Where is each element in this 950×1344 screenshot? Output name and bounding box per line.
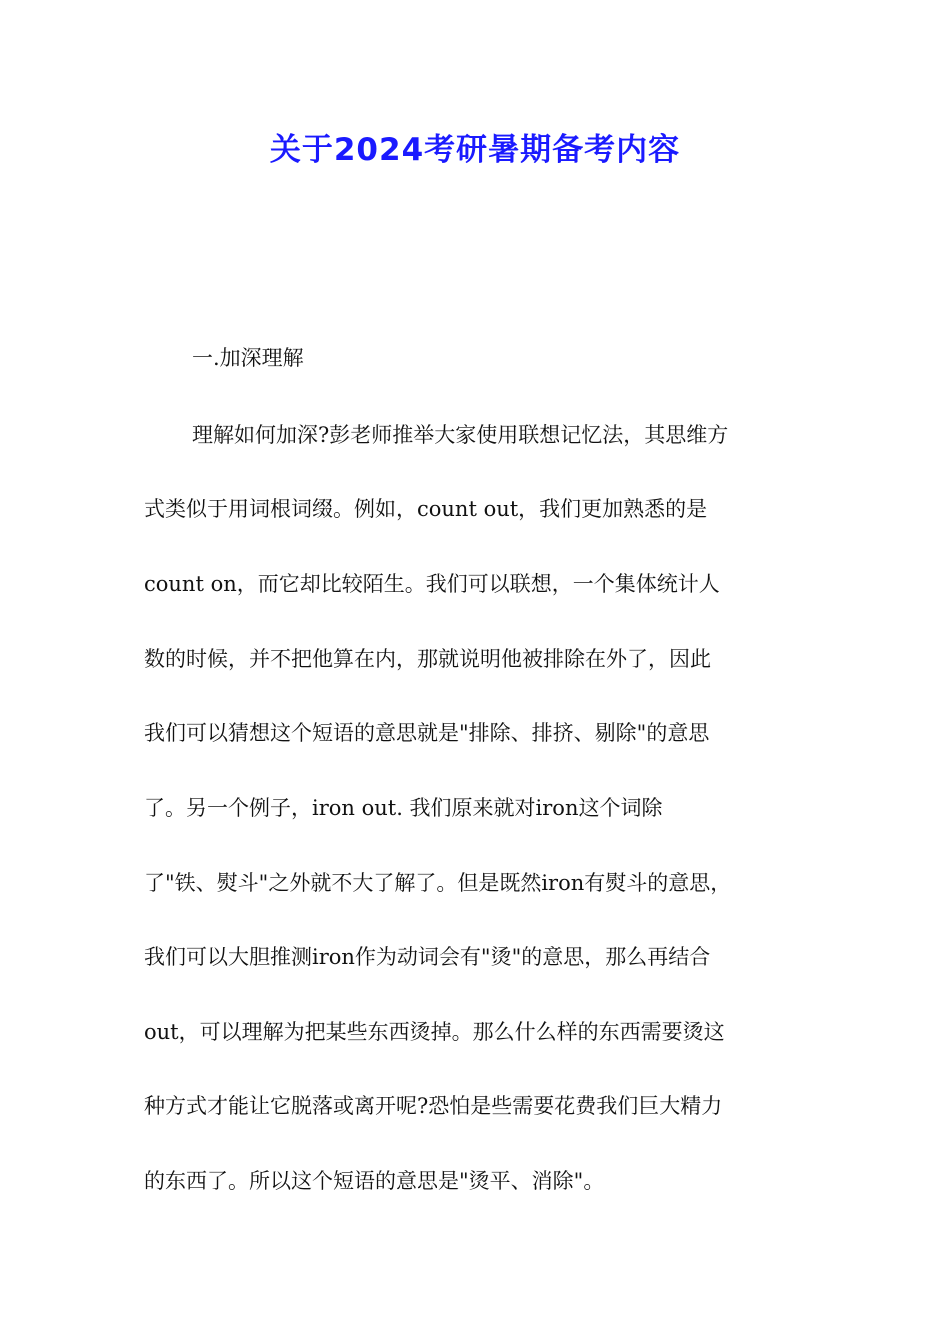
paragraph-line: 我们可以猜想这个短语的意思就是"排除、排挤、剔除"的意思	[144, 721, 710, 745]
paragraph-line: 式类似于用词根词缀。例如，count out，我们更加熟悉的是	[144, 497, 708, 521]
paragraph-line: 了。另一个例子，iron out. 我们原来就对iron这个词除	[144, 796, 663, 820]
section-heading: 一.加深理解	[192, 346, 304, 370]
paragraph-line: 理解如何加深?彭老师推举大家使用联想记忆法，其思维方	[192, 423, 729, 447]
paragraph-line: 种方式才能让它脱落或离开呢?恐怕是些需要花费我们巨大精力	[144, 1094, 723, 1118]
paragraph-line: out，可以理解为把某些东西烫掉。那么什么样的东西需要烫这	[144, 1020, 725, 1044]
document-title: 关于2024考研暑期备考内容	[269, 132, 681, 168]
paragraph-line: 的东西了。所以这个短语的意思是"烫平、消除"。	[144, 1169, 605, 1193]
paragraph-line: count on，而它却比较陌生。我们可以联想，一个集体统计人	[144, 572, 720, 596]
paragraph-line: 数的时候，并不把他算在内，那就说明他被排除在外了，因此	[144, 647, 711, 671]
paragraph-line: 我们可以大胆推测iron作为动词会有"烫"的意思，那么再结合	[144, 945, 711, 969]
paragraph-line: 了"铁、熨斗"之外就不大了解了。但是既然iron有熨斗的意思，	[144, 871, 732, 895]
